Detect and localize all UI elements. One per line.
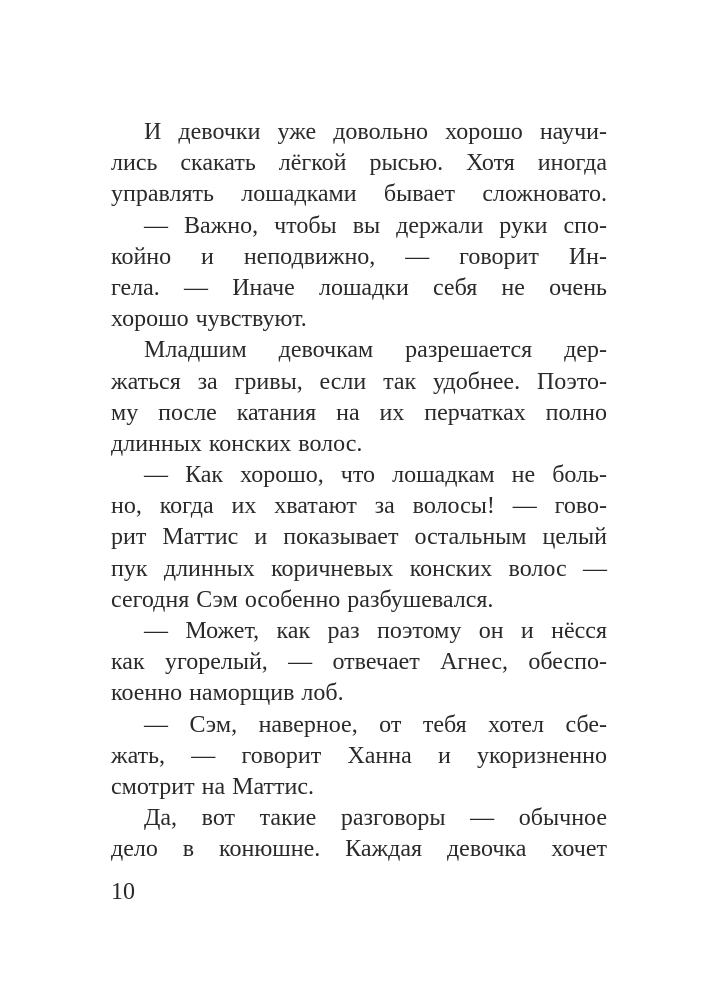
text-line: гела. — Иначе лошадки себя не очень xyxy=(111,274,607,301)
text-line: пук длинных коричневых конских волос — xyxy=(111,555,607,582)
text-line: — Как хорошо, что лошадкам не боль- xyxy=(144,462,607,489)
page-number: 10 xyxy=(111,879,135,905)
text-line: управлять лошадками бывает сложновато. xyxy=(111,181,607,208)
text-line: рит Маттис и показывает остальным целый xyxy=(111,524,607,551)
text-line: хорошо чувствуют. xyxy=(111,306,307,333)
text-line: как угорелый, — отвечает Агнес, обеспо- xyxy=(111,649,607,676)
text-line: — Может, как раз поэтому он и нёсся xyxy=(144,618,607,644)
text-line: Младшим девочкам разрешается дер- xyxy=(144,337,607,364)
text-line: коенно наморщив лоб. xyxy=(111,680,344,707)
text-line: — Сэм, наверное, от тебя хотел сбе- xyxy=(144,711,607,738)
text-line: койно и неподвижно, — говорит Ин- xyxy=(111,243,607,270)
text-line: смотрит на Маттис. xyxy=(111,773,314,800)
text-line: но, когда их хватают за волосы! — гово- xyxy=(111,493,607,520)
page-text xyxy=(111,117,607,866)
text-line: лись скакать лёгкой рысью. Хотя иногда xyxy=(111,150,607,177)
text-line: Да, вот такие разговоры — обычное xyxy=(144,805,607,832)
text-line: — Важно, чтобы вы держали руки спо- xyxy=(144,212,607,239)
text-line: длинных конских волос. xyxy=(111,430,363,457)
text-line: жать, — говорит Ханна и укоризненно xyxy=(111,742,607,769)
text-line: му после катания на их перчатках полно xyxy=(111,399,607,426)
text-line: жаться за гривы, если так удобнее. Поэто- xyxy=(111,368,607,395)
text-line: И девочки уже довольно хорошо научи- xyxy=(144,119,607,145)
text-line: дело в конюшне. Каждая девочка хочет xyxy=(111,836,607,863)
text-line: сегодня Сэм особенно разбушевался. xyxy=(111,586,494,613)
